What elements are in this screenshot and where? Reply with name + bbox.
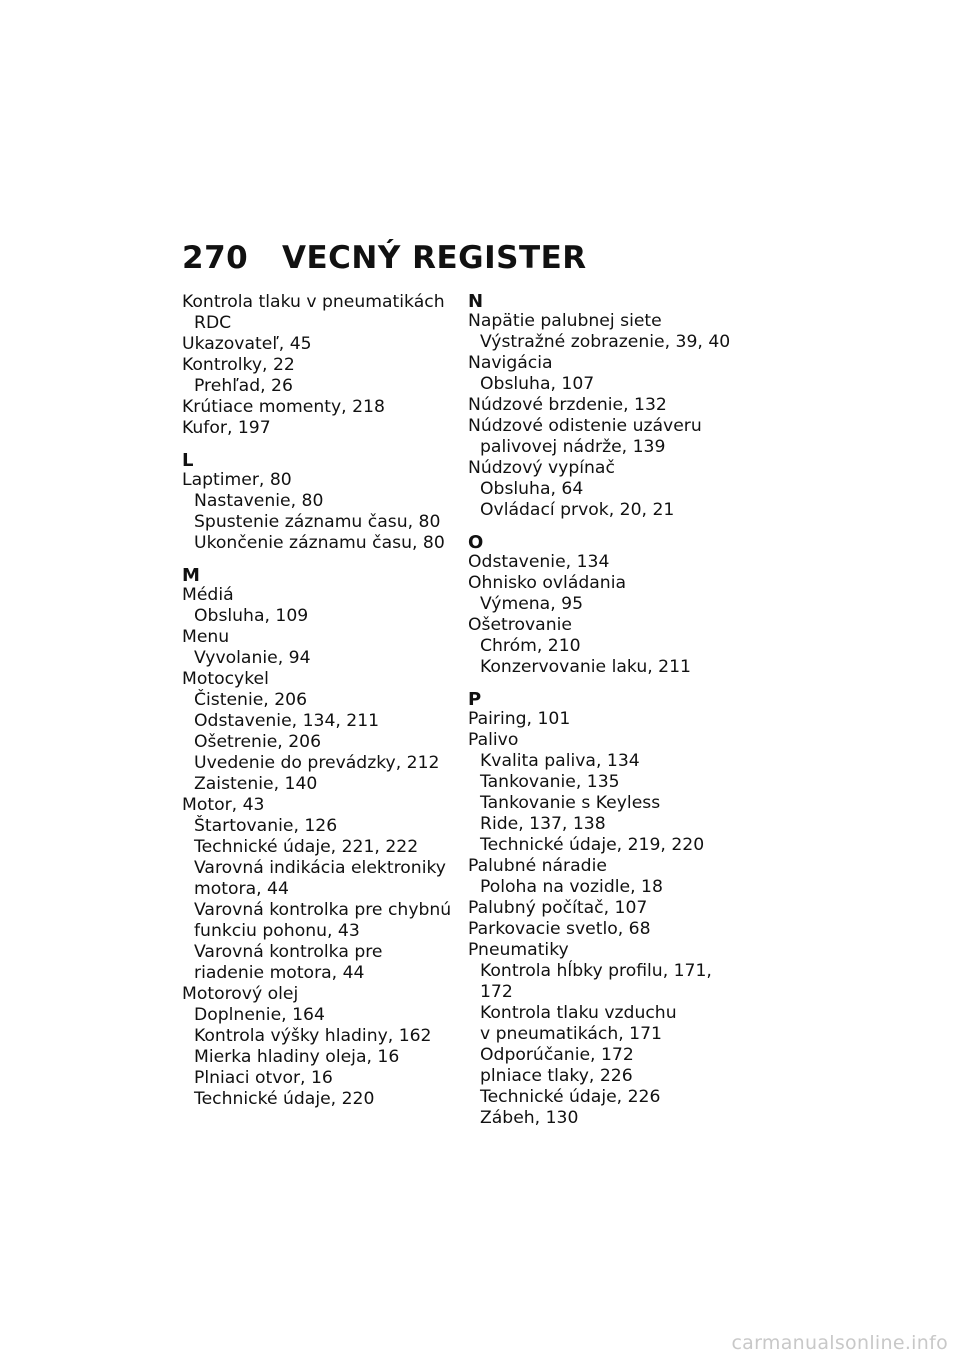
index-subentry: v pneumatikách, 171 — [480, 1024, 662, 1044]
index-subentry: Výmena, 95 — [480, 594, 584, 614]
index-column-left — [182, 292, 452, 1110]
index-subentry: Výstražné zobrazenie, 39, 40 — [480, 332, 731, 352]
index-subentry: motora, 44 — [194, 879, 289, 899]
index-subentry: Uvedenie do prevádzky, 212 — [194, 753, 440, 773]
index-entry: Motorový olej — [182, 984, 299, 1004]
index-subentry: RDC — [194, 313, 232, 333]
index-subentry: Kontrola výšky hladiny, 162 — [194, 1026, 432, 1046]
index-column-right — [468, 292, 738, 1129]
index-entry: Napätie palubnej siete — [468, 311, 662, 331]
index-entry: Krútiace momenty, 218 — [182, 397, 385, 417]
index-entry: Parkovacie svetlo, 68 — [468, 919, 651, 939]
section-letter-l: L — [182, 450, 194, 471]
index-entry: Ohnisko ovládania — [468, 573, 627, 593]
index-entry: Ošetrovanie — [468, 615, 572, 635]
index-subentry: Konzervovanie laku, 211 — [480, 657, 691, 677]
index-entry: Núdzové odistenie uzáveru — [468, 416, 702, 436]
index-subentry: funkciu pohonu, 43 — [194, 921, 360, 941]
index-entry: Odstavenie, 134 — [468, 552, 610, 572]
index-entry: Menu — [182, 627, 230, 647]
index-subentry: Ošetrenie, 206 — [194, 732, 322, 752]
index-subentry: Kontrola tlaku vzduchu — [480, 1003, 677, 1023]
index-subentry: Ukončenie záznamu času, 80 — [194, 533, 445, 553]
index-subentry: Spustenie záznamu času, 80 — [194, 512, 441, 532]
index-entry: Núdzové brzdenie, 132 — [468, 395, 667, 415]
section-letter-p: P — [468, 689, 482, 710]
page-title: VECNÝ REGISTER — [282, 240, 587, 276]
section-letter-m: M — [182, 565, 200, 586]
index-subentry: Varovná kontrolka pre chybnú — [194, 900, 452, 920]
index-subentry: Kvalita paliva, 134 — [480, 751, 640, 771]
index-subentry: Štartovanie, 126 — [194, 816, 338, 836]
index-subentry: Odporúčanie, 172 — [480, 1045, 634, 1065]
index-subentry: Plniaci otvor, 16 — [194, 1068, 333, 1088]
index-entry: Palubné náradie — [468, 856, 607, 876]
index-entry: Navigácia — [468, 353, 553, 373]
index-subentry: Mierka hladiny oleja, 16 — [194, 1047, 400, 1067]
index-subentry: Varovná indikácia elektroniky — [194, 858, 446, 878]
index-subentry: Technické údaje, 226 — [480, 1087, 661, 1107]
index-entry: Ukazovateľ, 45 — [182, 334, 312, 354]
index-entry: Palubný počítač, 107 — [468, 898, 648, 918]
page-number: 270 — [182, 240, 249, 276]
index-subentry: Technické údaje, 220 — [194, 1089, 375, 1109]
index-entry: Kontrola tlaku v pneumatikách — [182, 292, 445, 312]
index-entry: Médiá — [182, 585, 234, 605]
index-subentry: Vyvolanie, 94 — [194, 648, 311, 668]
index-entry: Palivo — [468, 730, 519, 750]
index-subentry: Ride, 137, 138 — [480, 814, 606, 834]
index-subentry: Ovládací prvok, 20, 21 — [480, 500, 675, 520]
index-entry: Pairing, 101 — [468, 709, 571, 729]
index-subentry: Doplnenie, 164 — [194, 1005, 325, 1025]
index-entry: Motor, 43 — [182, 795, 265, 815]
index-subentry: Obsluha, 107 — [480, 374, 595, 394]
index-subentry: 172 — [480, 982, 513, 1002]
index-subentry: plniace tlaky, 226 — [480, 1066, 633, 1086]
index-subentry: Chróm, 210 — [480, 636, 581, 656]
index-entry: Laptimer, 80 — [182, 470, 292, 490]
index-subentry: Čistenie, 206 — [194, 690, 308, 710]
watermark: carmanualsonline.info — [731, 1332, 948, 1354]
index-subentry: Poloha na vozidle, 18 — [480, 877, 663, 897]
index-subentry: palivovej nádrže, 139 — [480, 437, 666, 457]
index-subentry: riadenie motora, 44 — [194, 963, 365, 983]
index-subentry: Obsluha, 64 — [480, 479, 584, 499]
index-entry: Núdzový vypínač — [468, 458, 615, 478]
index-subentry: Zábeh, 130 — [480, 1108, 579, 1128]
index-subentry: Prehľad, 26 — [194, 376, 293, 396]
index-subentry: Obsluha, 109 — [194, 606, 309, 626]
index-subentry: Varovná kontrolka pre — [194, 942, 383, 962]
index-subentry: Nastavenie, 80 — [194, 491, 324, 511]
section-letter-n: N — [468, 291, 484, 312]
index-subentry: Tankovanie, 135 — [480, 772, 620, 792]
index-entry: Pneumatiky — [468, 940, 569, 960]
index-entry: Kufor, 197 — [182, 418, 271, 438]
index-subentry: Technické údaje, 219, 220 — [480, 835, 705, 855]
index-entry: Motocykel — [182, 669, 269, 689]
section-letter-o: O — [468, 532, 484, 553]
index-subentry: Kontrola hĺbky profilu, 171, — [480, 961, 712, 981]
index-subentry: Zaistenie, 140 — [194, 774, 318, 794]
index-subentry: Tankovanie s Keyless — [480, 793, 661, 813]
page-header — [182, 240, 587, 280]
index-subentry: Technické údaje, 221, 222 — [194, 837, 419, 857]
index-entry: Kontrolky, 22 — [182, 355, 295, 375]
index-subentry: Odstavenie, 134, 211 — [194, 711, 380, 731]
